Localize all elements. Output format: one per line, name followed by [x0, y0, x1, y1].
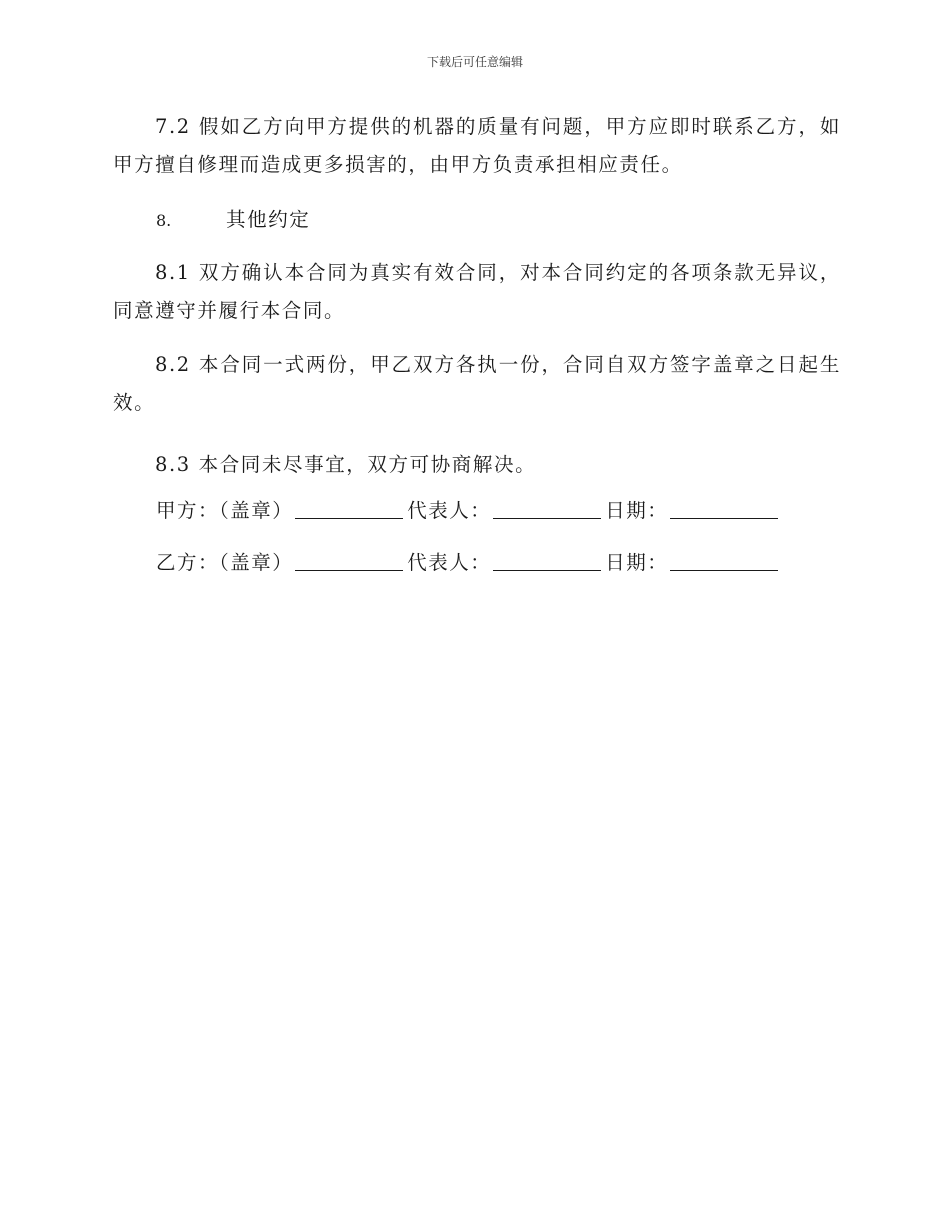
party-b-rep-label: 代表人： — [407, 551, 492, 574]
clause-7-2: 7.2 假如乙方向甲方提供的机器的质量有问题，甲方应即时联系乙方，如甲方擅自修理而造成更多损害的，由甲方负责承担相应责任。 — [113, 115, 841, 176]
section-8-title: 其他约定 — [226, 208, 311, 231]
signature-line-party-a — [156, 497, 782, 525]
page-header: 下载后可任意编辑 — [426, 55, 523, 69]
signature-line-party-b — [156, 549, 782, 577]
party-b-rep-blank — [493, 550, 601, 571]
party-b-seal-label: 乙方：（盖章） — [156, 551, 294, 574]
party-a-seal-blank — [295, 498, 403, 519]
section-8-number: 8. — [156, 211, 172, 230]
clause-8-2: 8.2 本合同一式两份，甲乙双方各执一份，合同自双方签字盖章之日起生效。 — [113, 353, 841, 414]
party-b-date-label: 日期： — [605, 551, 669, 574]
party-a-date-blank — [670, 498, 778, 519]
party-a-rep-blank — [493, 498, 601, 519]
clause-8-1: 8.1 双方确认本合同为真实有效合同，对本合同约定的各项条款无异议，同意遵守并履行本合同。 — [113, 261, 841, 322]
party-a-seal-label: 甲方：（盖章） — [156, 499, 294, 522]
clause-8-3: 8.3 本合同未尽事宜，双方可协商解决。 — [155, 453, 537, 476]
party-b-seal-blank — [295, 550, 403, 571]
party-a-date-label: 日期： — [605, 499, 669, 522]
party-a-rep-label: 代表人： — [407, 499, 492, 522]
party-b-date-blank — [670, 550, 778, 571]
section-8-heading — [156, 206, 310, 235]
